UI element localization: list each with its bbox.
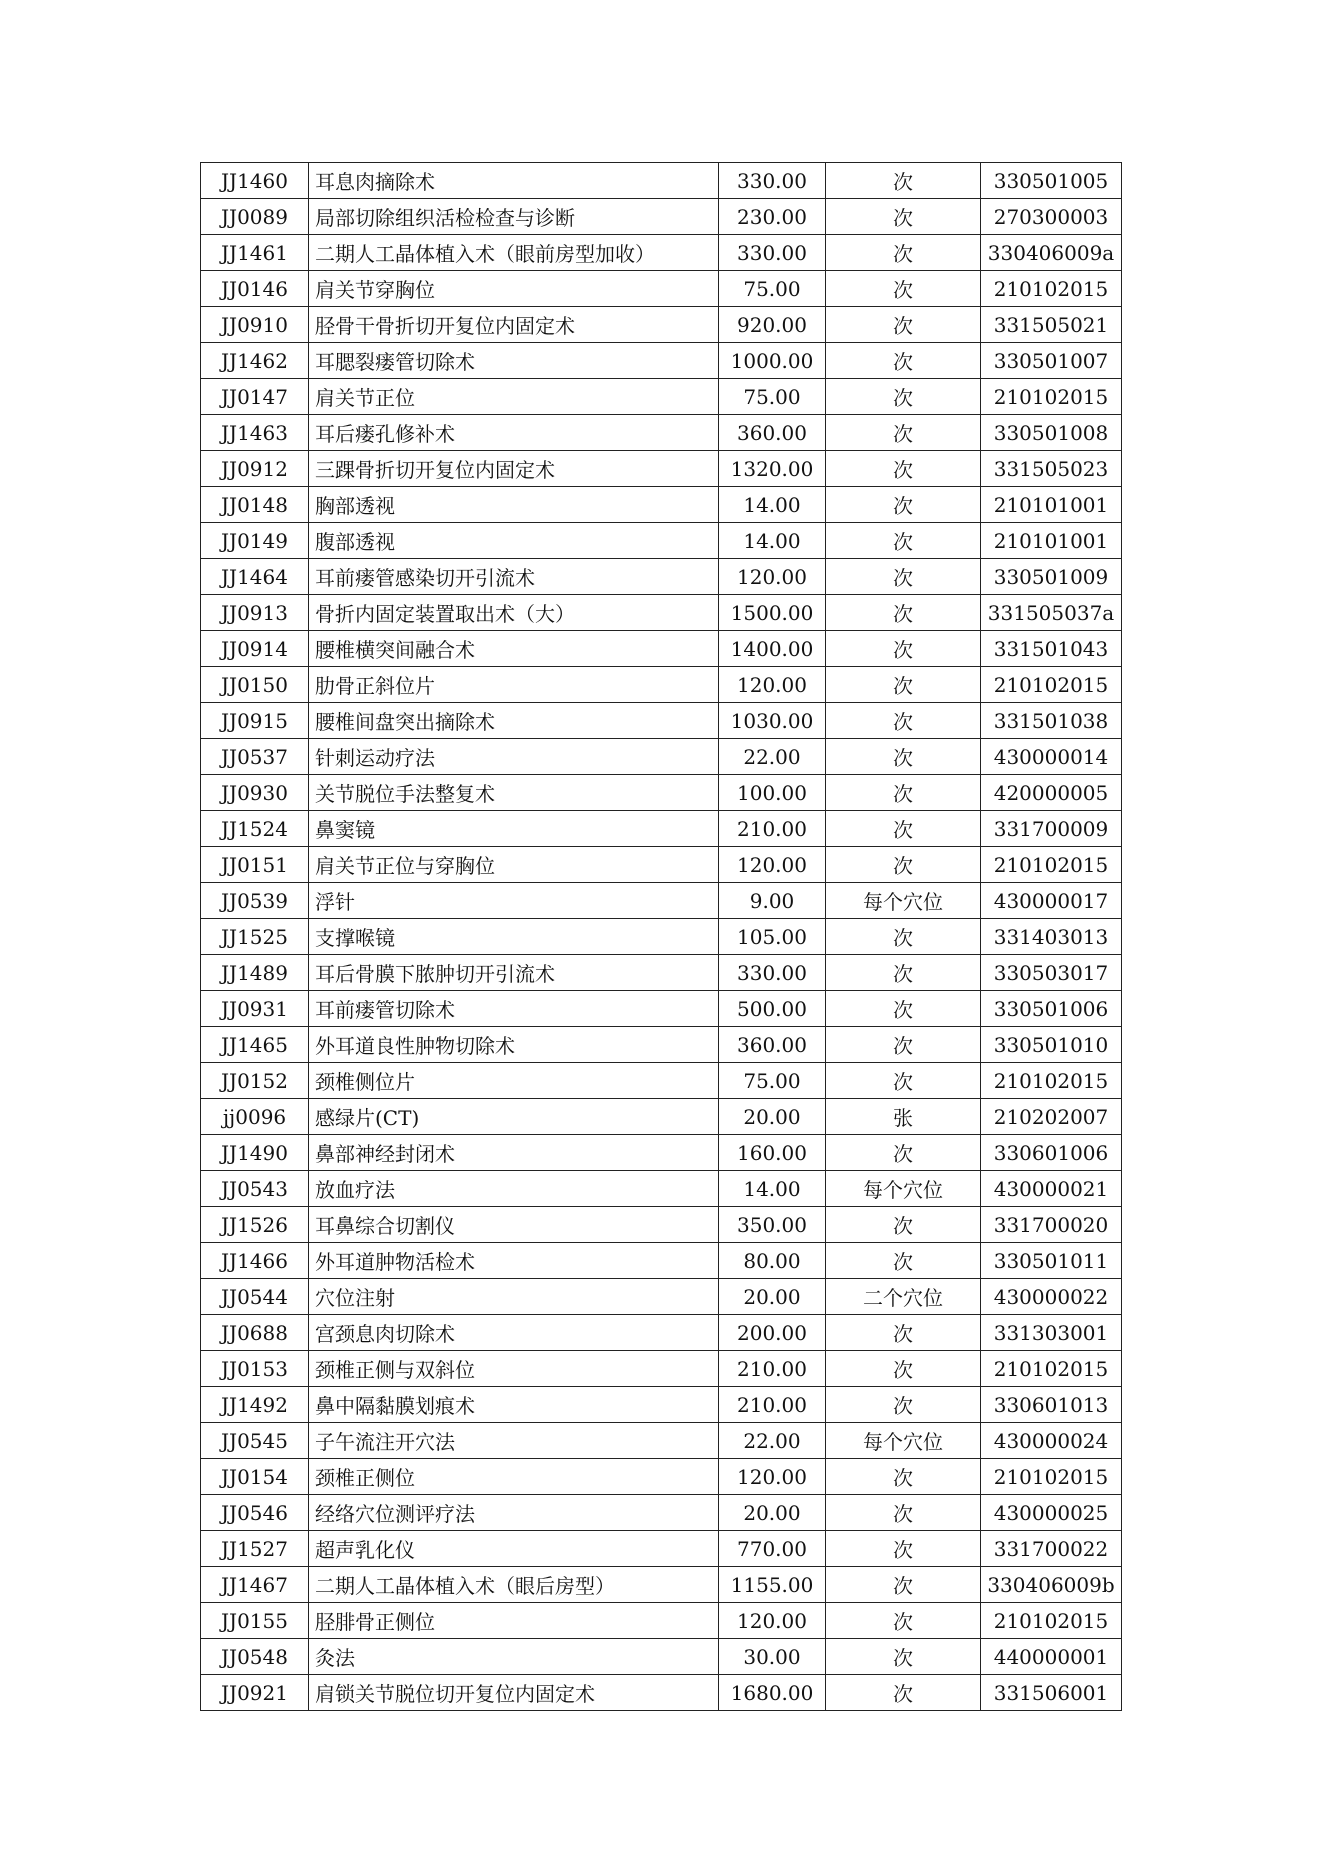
standard-code-cell: 331505023	[981, 451, 1122, 487]
unit-cell: 次	[826, 1387, 981, 1423]
item-code-cell: JJ1525	[201, 919, 309, 955]
unit-cell: 次	[826, 271, 981, 307]
item-code-cell: JJ1463	[201, 415, 309, 451]
item-code-cell: JJ0548	[201, 1639, 309, 1675]
table-row	[201, 271, 1122, 307]
unit-cell: 次	[826, 739, 981, 775]
unit-cell: 次	[826, 1027, 981, 1063]
item-name-cell: 骨折内固定装置取出术（大）	[309, 595, 719, 631]
standard-code-cell: 210102015	[981, 847, 1122, 883]
standard-code-cell: 210102015	[981, 271, 1122, 307]
price-cell: 20.00	[719, 1099, 826, 1135]
item-code-cell: JJ0546	[201, 1495, 309, 1531]
item-code-cell: JJ0544	[201, 1279, 309, 1315]
price-cell: 100.00	[719, 775, 826, 811]
unit-cell: 次	[826, 1675, 981, 1711]
item-name-cell: 局部切除组织活检检查与诊断	[309, 199, 719, 235]
price-cell: 330.00	[719, 235, 826, 271]
item-code-cell: JJ0930	[201, 775, 309, 811]
table-row	[201, 451, 1122, 487]
item-name-cell: 二期人工晶体植入术（眼前房型加收）	[309, 235, 719, 271]
item-name-cell: 胸部透视	[309, 487, 719, 523]
unit-cell: 次	[826, 1063, 981, 1099]
item-name-cell: 针刺运动疗法	[309, 739, 719, 775]
price-cell: 120.00	[719, 559, 826, 595]
price-cell: 1030.00	[719, 703, 826, 739]
item-code-cell: JJ1465	[201, 1027, 309, 1063]
table-row	[201, 847, 1122, 883]
standard-code-cell: 330501005	[981, 163, 1122, 199]
item-code-cell: JJ1466	[201, 1243, 309, 1279]
table-row	[201, 1351, 1122, 1387]
standard-code-cell: 210102015	[981, 1459, 1122, 1495]
table-row	[201, 1423, 1122, 1459]
standard-code-cell: 331700022	[981, 1531, 1122, 1567]
unit-cell: 次	[826, 235, 981, 271]
item-code-cell: JJ0913	[201, 595, 309, 631]
item-name-cell: 外耳道肿物活检术	[309, 1243, 719, 1279]
item-code-cell: JJ1527	[201, 1531, 309, 1567]
unit-cell: 次	[826, 343, 981, 379]
item-name-cell: 耳前瘘管切除术	[309, 991, 719, 1027]
unit-cell: 张	[826, 1099, 981, 1135]
item-code-cell: JJ0154	[201, 1459, 309, 1495]
standard-code-cell: 330501011	[981, 1243, 1122, 1279]
price-cell: 120.00	[719, 1603, 826, 1639]
item-name-cell: 腰椎间盘突出摘除术	[309, 703, 719, 739]
table-row	[201, 1027, 1122, 1063]
unit-cell: 次	[826, 1351, 981, 1387]
item-code-cell: JJ1489	[201, 955, 309, 991]
item-code-cell: JJ0151	[201, 847, 309, 883]
price-cell: 160.00	[719, 1135, 826, 1171]
standard-code-cell: 330501008	[981, 415, 1122, 451]
unit-cell: 次	[826, 775, 981, 811]
price-cell: 230.00	[719, 199, 826, 235]
unit-cell: 次	[826, 1459, 981, 1495]
standard-code-cell: 331505037a	[981, 595, 1122, 631]
price-cell: 22.00	[719, 739, 826, 775]
price-cell: 14.00	[719, 523, 826, 559]
table-row	[201, 991, 1122, 1027]
item-code-cell: JJ1467	[201, 1567, 309, 1603]
item-name-cell: 耳息肉摘除术	[309, 163, 719, 199]
item-name-cell: 经络穴位测评疗法	[309, 1495, 719, 1531]
item-name-cell: 耳前瘘管感染切开引流术	[309, 559, 719, 595]
item-code-cell: JJ1492	[201, 1387, 309, 1423]
standard-code-cell: 331303001	[981, 1315, 1122, 1351]
item-name-cell: 颈椎正侧与双斜位	[309, 1351, 719, 1387]
standard-code-cell: 430000025	[981, 1495, 1122, 1531]
table-row	[201, 559, 1122, 595]
table-row	[201, 1639, 1122, 1675]
table-row	[201, 1567, 1122, 1603]
table-row	[201, 523, 1122, 559]
standard-code-cell: 210202007	[981, 1099, 1122, 1135]
item-code-cell: JJ0153	[201, 1351, 309, 1387]
price-cell: 360.00	[719, 415, 826, 451]
unit-cell: 次	[826, 487, 981, 523]
item-name-cell: 耳后瘘孔修补术	[309, 415, 719, 451]
price-cell: 75.00	[719, 1063, 826, 1099]
table-row	[201, 307, 1122, 343]
item-name-cell: 鼻部神经封闭术	[309, 1135, 719, 1171]
table-row	[201, 775, 1122, 811]
price-cell: 200.00	[719, 1315, 826, 1351]
price-cell: 350.00	[719, 1207, 826, 1243]
table-row	[201, 1063, 1122, 1099]
unit-cell: 每个穴位	[826, 883, 981, 919]
item-name-cell: 腹部透视	[309, 523, 719, 559]
price-cell: 210.00	[719, 1351, 826, 1387]
price-cell: 105.00	[719, 919, 826, 955]
item-name-cell: 耳后骨膜下脓肿切开引流术	[309, 955, 719, 991]
price-cell: 210.00	[719, 811, 826, 847]
item-code-cell: JJ0910	[201, 307, 309, 343]
unit-cell: 次	[826, 1531, 981, 1567]
item-name-cell: 子午流注开穴法	[309, 1423, 719, 1459]
standard-code-cell: 330501010	[981, 1027, 1122, 1063]
table-row	[201, 919, 1122, 955]
item-name-cell: 穴位注射	[309, 1279, 719, 1315]
item-code-cell: JJ1462	[201, 343, 309, 379]
standard-code-cell: 331700009	[981, 811, 1122, 847]
table-row	[201, 1459, 1122, 1495]
item-code-cell: JJ0152	[201, 1063, 309, 1099]
price-cell: 360.00	[719, 1027, 826, 1063]
table-row	[201, 1135, 1122, 1171]
standard-code-cell: 430000022	[981, 1279, 1122, 1315]
standard-code-cell: 430000014	[981, 739, 1122, 775]
item-name-cell: 肋骨正斜位片	[309, 667, 719, 703]
standard-code-cell: 270300003	[981, 199, 1122, 235]
unit-cell: 二个穴位	[826, 1279, 981, 1315]
price-cell: 1500.00	[719, 595, 826, 631]
table-row	[201, 487, 1122, 523]
standard-code-cell: 420000005	[981, 775, 1122, 811]
unit-cell: 次	[826, 991, 981, 1027]
standard-code-cell: 330406009a	[981, 235, 1122, 271]
item-name-cell: 耳腮裂瘘管切除术	[309, 343, 719, 379]
item-code-cell: JJ0912	[201, 451, 309, 487]
price-cell: 210.00	[719, 1387, 826, 1423]
item-code-cell: JJ0545	[201, 1423, 309, 1459]
unit-cell: 次	[826, 703, 981, 739]
standard-code-cell: 330501009	[981, 559, 1122, 595]
table-row	[201, 199, 1122, 235]
table-row	[201, 1387, 1122, 1423]
item-name-cell: 肩关节正位	[309, 379, 719, 415]
item-name-cell: 耳鼻综合切割仪	[309, 1207, 719, 1243]
table-row	[201, 1243, 1122, 1279]
table-row	[201, 343, 1122, 379]
item-code-cell: JJ1524	[201, 811, 309, 847]
standard-code-cell: 331403013	[981, 919, 1122, 955]
item-name-cell: 浮针	[309, 883, 719, 919]
item-code-cell: JJ0688	[201, 1315, 309, 1351]
price-cell: 920.00	[719, 307, 826, 343]
table-row	[201, 595, 1122, 631]
item-name-cell: 腰椎横突间融合术	[309, 631, 719, 667]
table-row	[201, 379, 1122, 415]
item-name-cell: 二期人工晶体植入术（眼后房型）	[309, 1567, 719, 1603]
table-row	[201, 667, 1122, 703]
standard-code-cell: 210102015	[981, 1603, 1122, 1639]
unit-cell: 次	[826, 1567, 981, 1603]
unit-cell: 次	[826, 199, 981, 235]
item-name-cell: 肩锁关节脱位切开复位内固定术	[309, 1675, 719, 1711]
table-row	[201, 1279, 1122, 1315]
price-cell: 330.00	[719, 955, 826, 991]
price-cell: 120.00	[719, 667, 826, 703]
price-cell: 1000.00	[719, 343, 826, 379]
standard-code-cell: 430000017	[981, 883, 1122, 919]
item-name-cell: 肩关节穿胸位	[309, 271, 719, 307]
standard-code-cell: 331501038	[981, 703, 1122, 739]
standard-code-cell: 330601013	[981, 1387, 1122, 1423]
item-name-cell: 鼻中隔黏膜划痕术	[309, 1387, 719, 1423]
item-code-cell: jj0096	[201, 1099, 309, 1135]
item-code-cell: JJ0148	[201, 487, 309, 523]
unit-cell: 次	[826, 1243, 981, 1279]
table-row	[201, 1099, 1122, 1135]
item-name-cell: 胫骨干骨折切开复位内固定术	[309, 307, 719, 343]
unit-cell: 次	[826, 1639, 981, 1675]
price-cell: 9.00	[719, 883, 826, 919]
unit-cell: 次	[826, 811, 981, 847]
unit-cell: 次	[826, 451, 981, 487]
standard-code-cell: 330406009b	[981, 1567, 1122, 1603]
fee-table	[200, 162, 1122, 1711]
table-row	[201, 1315, 1122, 1351]
standard-code-cell: 210102015	[981, 1063, 1122, 1099]
unit-cell: 次	[826, 1603, 981, 1639]
standard-code-cell: 210102015	[981, 667, 1122, 703]
unit-cell: 次	[826, 163, 981, 199]
unit-cell: 次	[826, 955, 981, 991]
table-row	[201, 955, 1122, 991]
price-cell: 20.00	[719, 1279, 826, 1315]
price-cell: 1680.00	[719, 1675, 826, 1711]
price-cell: 770.00	[719, 1531, 826, 1567]
table-row	[201, 1171, 1122, 1207]
item-name-cell: 灸法	[309, 1639, 719, 1675]
item-name-cell: 放血疗法	[309, 1171, 719, 1207]
standard-code-cell: 330601006	[981, 1135, 1122, 1171]
unit-cell: 次	[826, 595, 981, 631]
item-code-cell: JJ0537	[201, 739, 309, 775]
unit-cell: 次	[826, 847, 981, 883]
item-name-cell: 感绿片(CT)	[309, 1099, 719, 1135]
item-name-cell: 鼻窦镜	[309, 811, 719, 847]
item-name-cell: 胫腓骨正侧位	[309, 1603, 719, 1639]
table-row	[201, 631, 1122, 667]
table-row	[201, 703, 1122, 739]
standard-code-cell: 331506001	[981, 1675, 1122, 1711]
standard-code-cell: 210101001	[981, 487, 1122, 523]
price-cell: 20.00	[719, 1495, 826, 1531]
standard-code-cell: 330503017	[981, 955, 1122, 991]
price-cell: 120.00	[719, 1459, 826, 1495]
unit-cell: 每个穴位	[826, 1171, 981, 1207]
item-code-cell: JJ0921	[201, 1675, 309, 1711]
standard-code-cell: 331505021	[981, 307, 1122, 343]
unit-cell: 次	[826, 379, 981, 415]
table-row	[201, 415, 1122, 451]
item-code-cell: JJ0539	[201, 883, 309, 919]
price-cell: 14.00	[719, 487, 826, 523]
price-cell: 500.00	[719, 991, 826, 1027]
price-cell: 120.00	[719, 847, 826, 883]
item-name-cell: 超声乳化仪	[309, 1531, 719, 1567]
price-cell: 14.00	[719, 1171, 826, 1207]
item-code-cell: JJ0915	[201, 703, 309, 739]
item-code-cell: JJ0150	[201, 667, 309, 703]
item-code-cell: JJ0155	[201, 1603, 309, 1639]
standard-code-cell: 210102015	[981, 379, 1122, 415]
table-row	[201, 1207, 1122, 1243]
table-row	[201, 1495, 1122, 1531]
unit-cell: 次	[826, 667, 981, 703]
item-name-cell: 外耳道良性肿物切除术	[309, 1027, 719, 1063]
item-name-cell: 颈椎侧位片	[309, 1063, 719, 1099]
price-cell: 1155.00	[719, 1567, 826, 1603]
unit-cell: 次	[826, 559, 981, 595]
item-code-cell: JJ0089	[201, 199, 309, 235]
item-code-cell: JJ0543	[201, 1171, 309, 1207]
table-row	[201, 883, 1122, 919]
item-name-cell: 支撑喉镜	[309, 919, 719, 955]
table-row	[201, 1675, 1122, 1711]
standard-code-cell: 440000001	[981, 1639, 1122, 1675]
unit-cell: 次	[826, 523, 981, 559]
price-cell: 1400.00	[719, 631, 826, 667]
standard-code-cell: 331700020	[981, 1207, 1122, 1243]
item-name-cell: 宫颈息肉切除术	[309, 1315, 719, 1351]
item-code-cell: JJ1460	[201, 163, 309, 199]
price-cell: 330.00	[719, 163, 826, 199]
item-name-cell: 三踝骨折切开复位内固定术	[309, 451, 719, 487]
unit-cell: 次	[826, 1495, 981, 1531]
price-cell: 1320.00	[719, 451, 826, 487]
standard-code-cell: 210102015	[981, 1351, 1122, 1387]
standard-code-cell: 330501006	[981, 991, 1122, 1027]
item-name-cell: 关节脱位手法整复术	[309, 775, 719, 811]
table-row	[201, 811, 1122, 847]
item-code-cell: JJ0147	[201, 379, 309, 415]
standard-code-cell: 430000024	[981, 1423, 1122, 1459]
standard-code-cell: 210101001	[981, 523, 1122, 559]
unit-cell: 次	[826, 1315, 981, 1351]
unit-cell: 次	[826, 1207, 981, 1243]
fee-table-body	[201, 163, 1122, 1711]
table-row	[201, 163, 1122, 199]
table-row	[201, 1531, 1122, 1567]
price-cell: 75.00	[719, 379, 826, 415]
table-row	[201, 235, 1122, 271]
unit-cell: 次	[826, 631, 981, 667]
item-code-cell: JJ0149	[201, 523, 309, 559]
item-code-cell: JJ1526	[201, 1207, 309, 1243]
item-name-cell: 肩关节正位与穿胸位	[309, 847, 719, 883]
price-cell: 75.00	[719, 271, 826, 307]
table-row	[201, 1603, 1122, 1639]
standard-code-cell: 330501007	[981, 343, 1122, 379]
item-code-cell: JJ0146	[201, 271, 309, 307]
price-cell: 80.00	[719, 1243, 826, 1279]
item-code-cell: JJ1490	[201, 1135, 309, 1171]
unit-cell: 次	[826, 1135, 981, 1171]
item-code-cell: JJ1461	[201, 235, 309, 271]
standard-code-cell: 331501043	[981, 631, 1122, 667]
item-code-cell: JJ0931	[201, 991, 309, 1027]
standard-code-cell: 430000021	[981, 1171, 1122, 1207]
unit-cell: 每个穴位	[826, 1423, 981, 1459]
item-code-cell: JJ1464	[201, 559, 309, 595]
item-code-cell: JJ0914	[201, 631, 309, 667]
unit-cell: 次	[826, 307, 981, 343]
item-name-cell: 颈椎正侧位	[309, 1459, 719, 1495]
price-cell: 22.00	[719, 1423, 826, 1459]
unit-cell: 次	[826, 919, 981, 955]
price-cell: 30.00	[719, 1639, 826, 1675]
table-row	[201, 739, 1122, 775]
unit-cell: 次	[826, 415, 981, 451]
